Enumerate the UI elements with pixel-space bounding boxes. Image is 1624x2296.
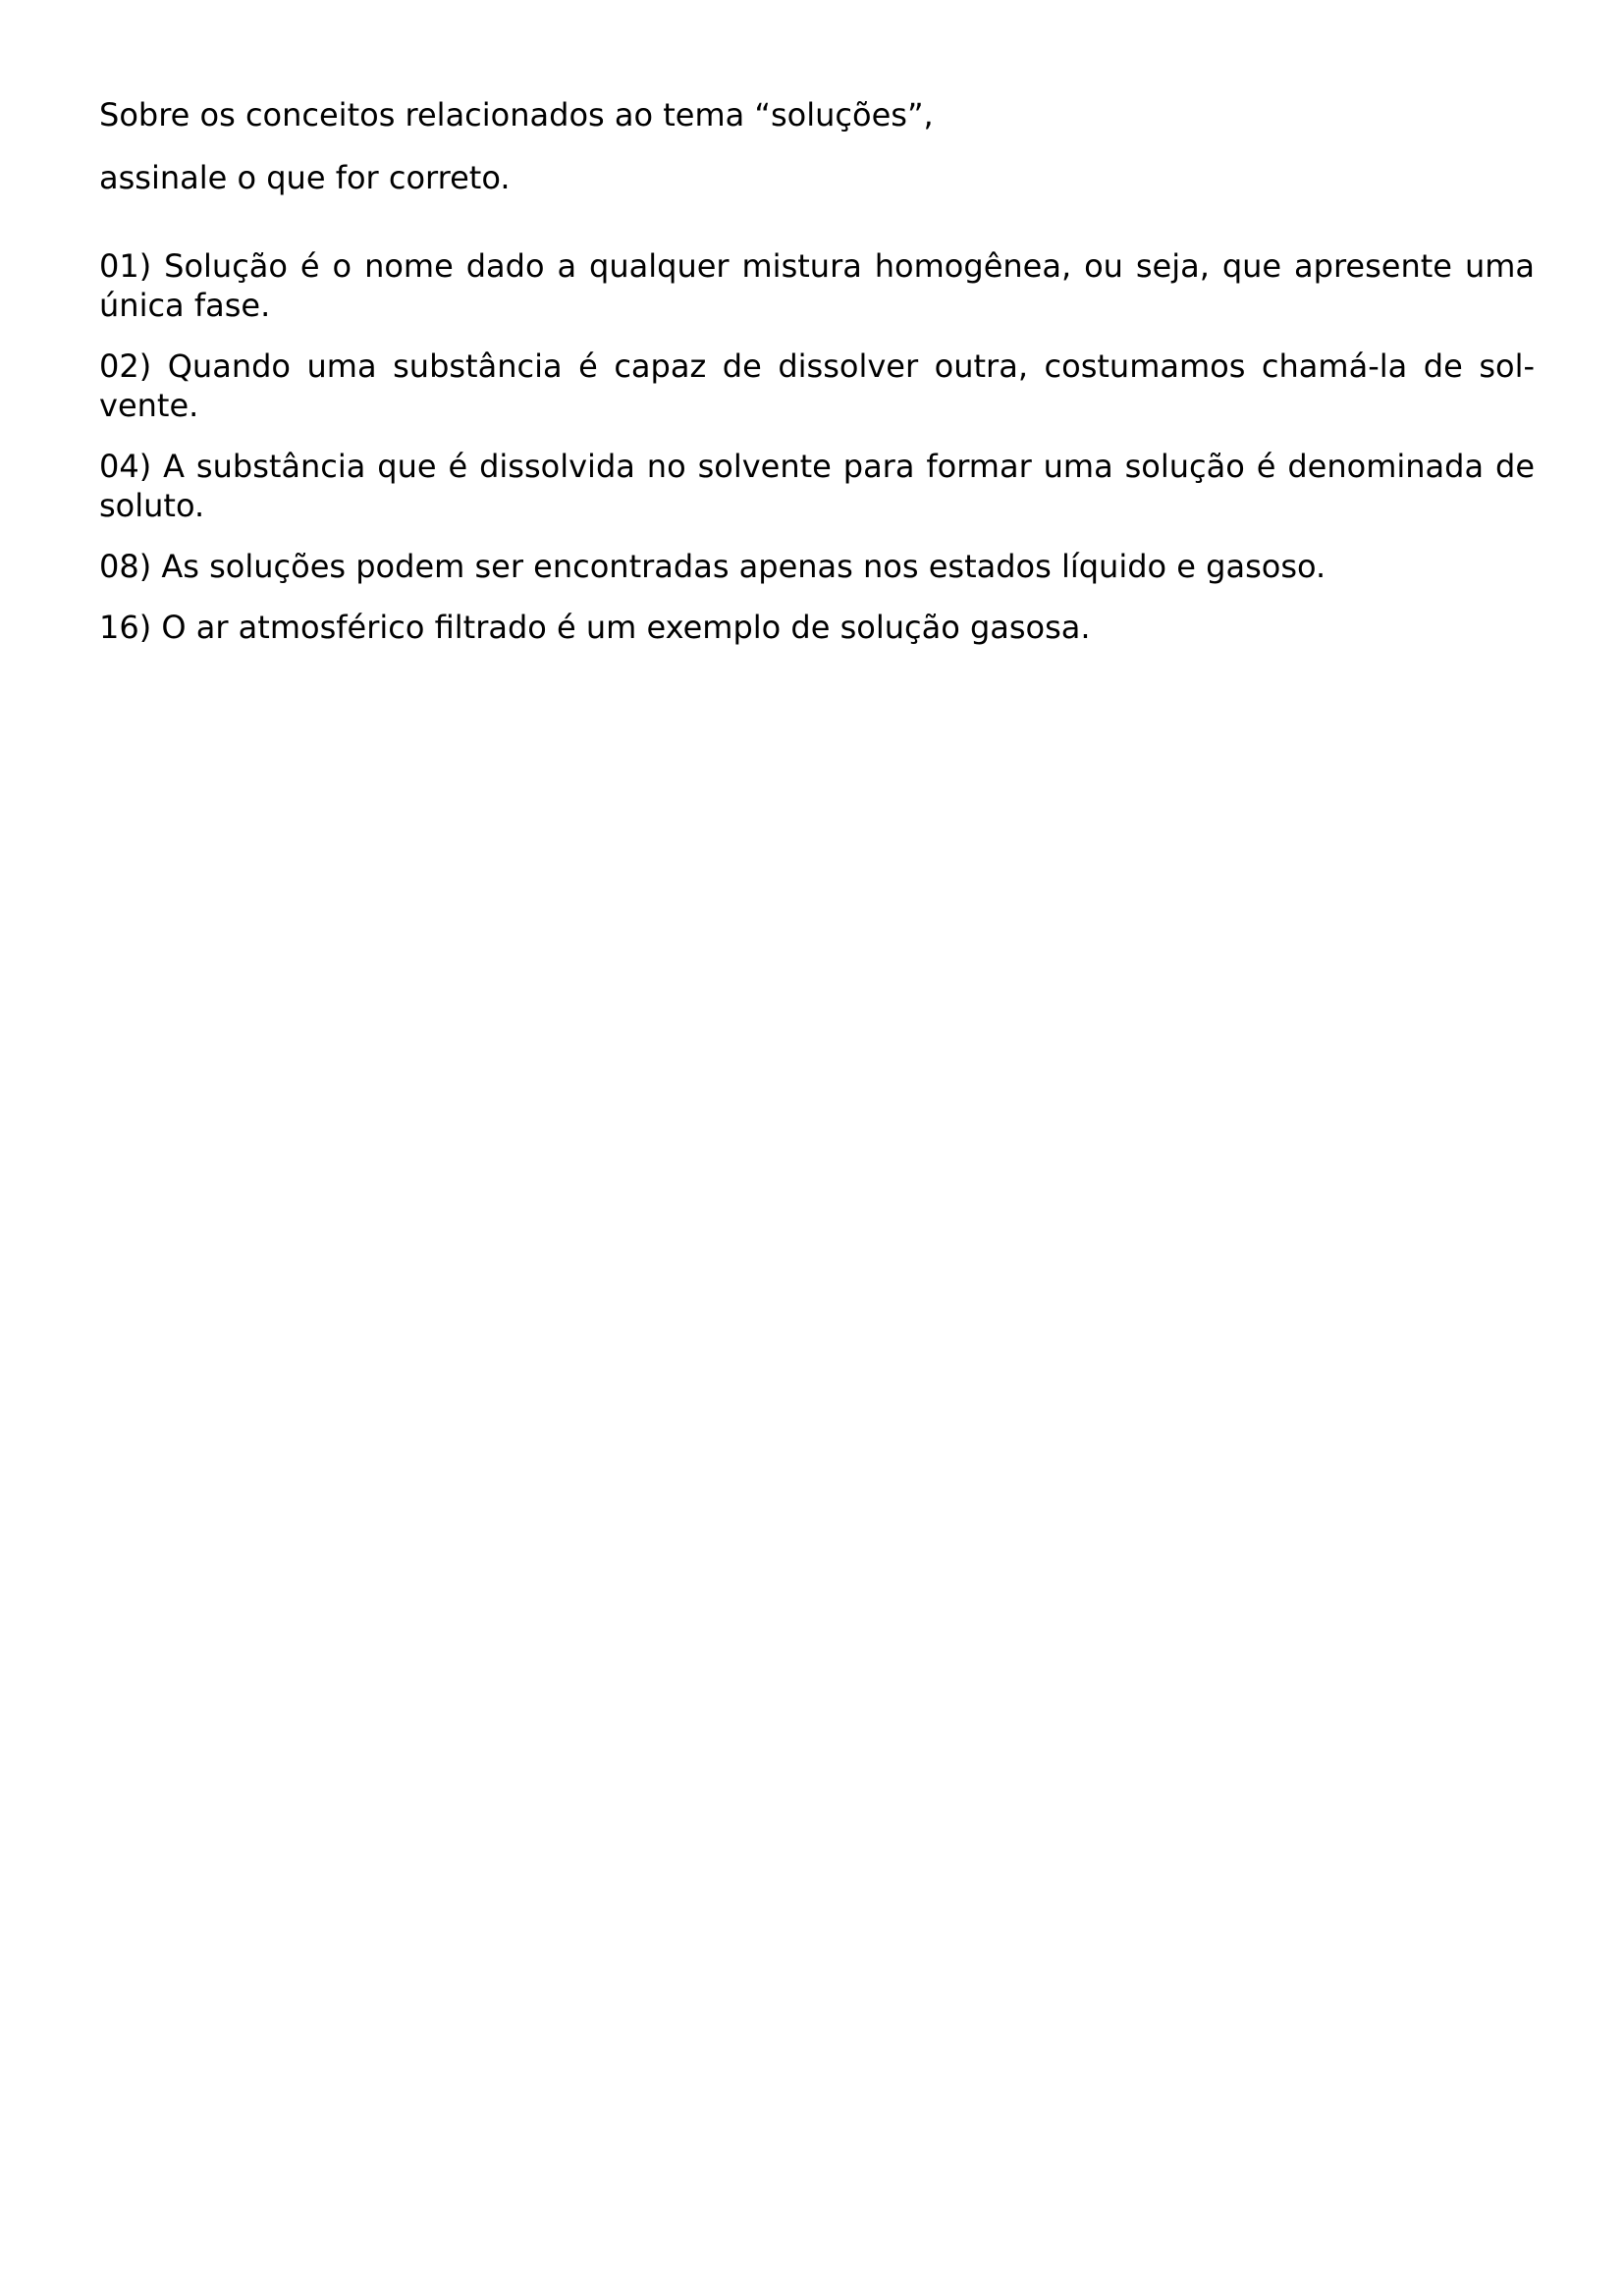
alternative-08: 08) As soluções podem ser encontradas apenas nos estados líquido e gasoso. bbox=[99, 548, 1326, 585]
question-stem-line-2: assinale o que for correto. bbox=[99, 159, 511, 196]
alternatives-list bbox=[99, 246, 1535, 647]
alternative-01: 01) Solução é o nome dado a qualquer mistura homogênea, ou seja, que apresente uma única fase. bbox=[99, 247, 1535, 324]
alternative-02: 02) Quando uma substância é capaz de dissolver outra, costumamos chamá-la de solvente. bbox=[99, 347, 1535, 424]
alternative-16: 16) O ar atmosférico filtrado é um exemplo de solução gasosa. bbox=[99, 609, 1091, 646]
question-page bbox=[99, 95, 1535, 668]
question-stem-line-1: Sobre os conceitos relacionados ao tema “soluções”, bbox=[99, 96, 934, 133]
alternative-04: 04) A substância que é dissolvida no solvente para formar uma solução é denominada de soluto. bbox=[99, 448, 1535, 524]
